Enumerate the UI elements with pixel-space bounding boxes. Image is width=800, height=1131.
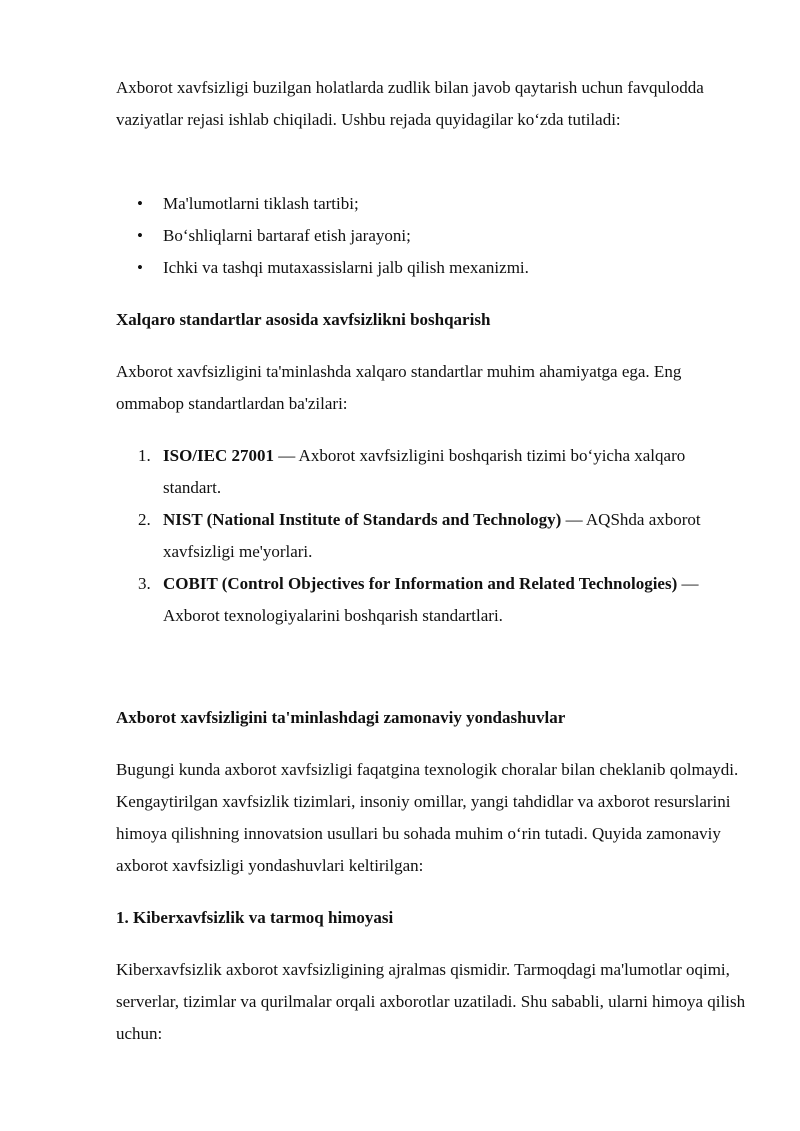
- standards-list-block: [116, 440, 746, 632]
- bullet-icon: •: [137, 194, 143, 213]
- section-heading-cybersecurity: 1. Kiberxavfsizlik va tarmoq himoyasi: [116, 908, 394, 927]
- list-item: [116, 440, 746, 504]
- standard-description: — Axborot texnologiyalarini boshqarish standartlari.: [163, 574, 699, 625]
- standards-numbered-list: [116, 440, 746, 632]
- standard-name: NIST (National Institute of Standards and Technology): [163, 510, 562, 529]
- standard-description: — Axborot xavfsizligini boshqarish tizimi bo‘yicha xalqaro standart.: [163, 446, 686, 497]
- standards-intro-paragraph: Axborot xavfsizligini ta'minlashda xalqaro standartlar muhim ahamiyatga ega. Eng ommabop standartlardan ba'zilari:: [116, 362, 682, 413]
- list-item: • Ichki va tashqi mutaxassislarni jalb qilish mexanizmi.: [116, 252, 746, 284]
- standards-intro-block: [116, 356, 746, 420]
- standards-heading-block: [116, 304, 746, 336]
- list-item: [116, 504, 746, 568]
- intro-paragraph-block: [116, 72, 746, 136]
- list-number: 3.: [138, 574, 151, 593]
- cybersecurity-paragraph-block: [116, 954, 746, 1050]
- bullet-icon: •: [137, 226, 143, 245]
- section-heading-modern-approaches: Axborot xavfsizligini ta'minlashdagi zamonaviy yondashuvlar: [116, 708, 566, 727]
- standard-name: COBIT (Control Objectives for Information and Related Technologies): [163, 574, 678, 593]
- list-number: 1.: [138, 446, 151, 465]
- modern-approaches-paragraph-block: [116, 754, 746, 882]
- bullet-icon: •: [137, 258, 143, 277]
- modern-approaches-paragraph: Bugungi kunda axborot xavfsizligi faqatgina texnologik choralar bilan cheklanib qolmaydi. Kengaytirilgan xavfsizlik tizimlari, insoniy omillar, yangi tahdidlar va axborot resurslarini himoya qilishning innovatsion usullari bu sohada muhim o‘rin tutadi. Quyida zamonaviy axborot xavfsizligi yondashuvlari keltirilgan:: [116, 760, 739, 875]
- modern-approaches-heading-block: [116, 702, 746, 734]
- list-number: 2.: [138, 510, 151, 529]
- recovery-list-block: [116, 188, 746, 284]
- standard-description: — AQShda axborot xavfsizligi me'yorlari.: [163, 510, 701, 561]
- standard-name: ISO/IEC 27001: [163, 446, 274, 465]
- recovery-bullet-list: [116, 188, 746, 284]
- cybersecurity-paragraph: Kiberxavfsizlik axborot xavfsizligining ajralmas qismidir. Tarmoqdagi ma'lumotlar oqimi, serverlar, tizimlar va qurilmalar orqali axborotlar uzatiladi. Shu sababli, ularni himoya qilish uchun:: [116, 960, 746, 1043]
- cybersecurity-heading-block: [116, 902, 746, 934]
- section-heading-standards: Xalqaro standartlar asosida xavfsizlikni boshqarish: [116, 310, 491, 329]
- list-item: • Bo‘shliqlarni bartaraf etish jarayoni;: [116, 220, 746, 252]
- intro-paragraph: Axborot xavfsizligi buzilgan holatlarda zudlik bilan javob qaytarish uchun favqulodda vaziyatlar rejasi ishlab chiqiladi. Ushbu rejada quyidagilar ko‘zda tutiladi:: [116, 78, 704, 129]
- list-item: [116, 568, 746, 632]
- list-item: • Ma'lumotlarni tiklash tartibi;: [116, 188, 746, 220]
